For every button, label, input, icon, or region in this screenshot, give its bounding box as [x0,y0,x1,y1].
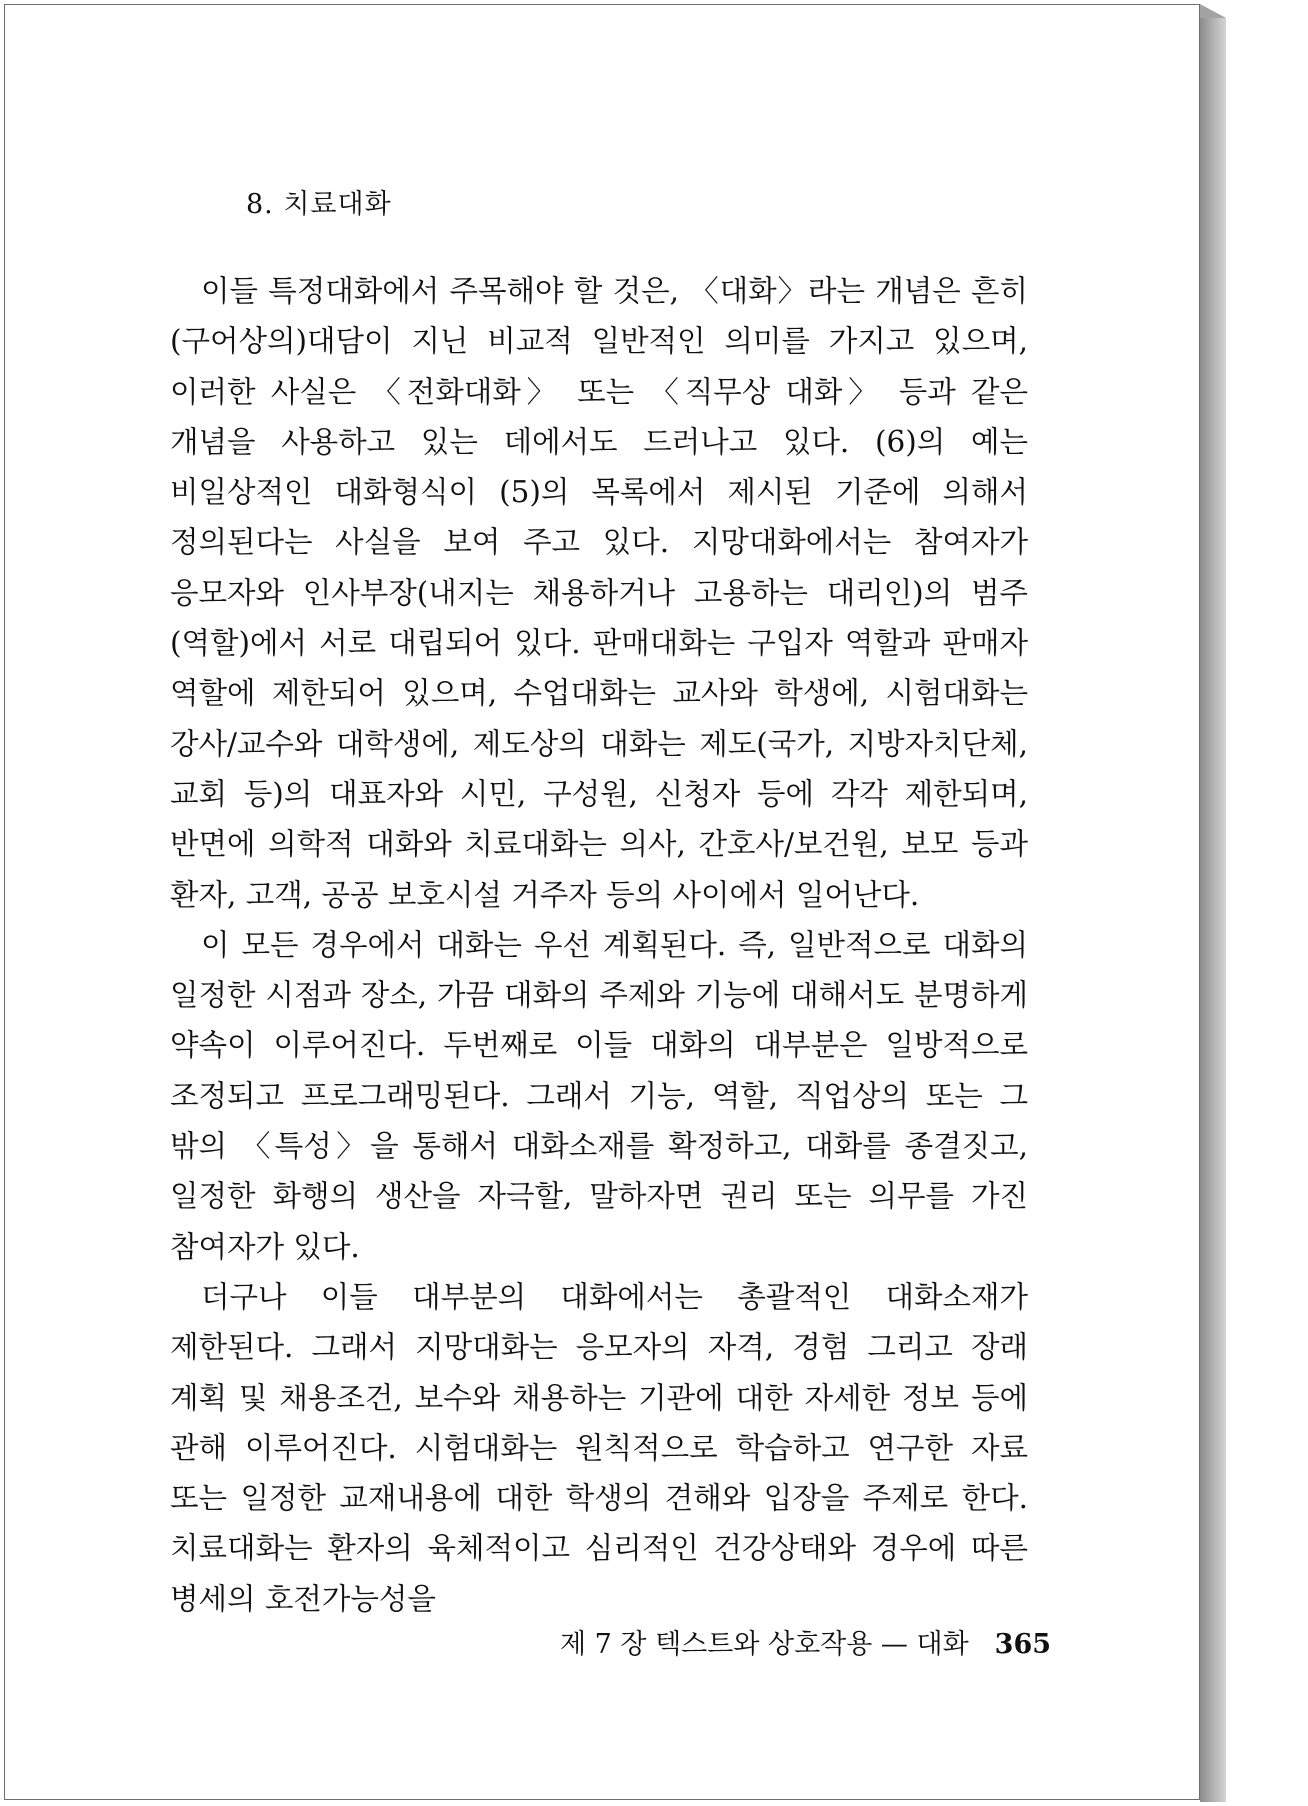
paragraph: 이들 특정대화에서 주목해야 할 것은, 〈대화〉라는 개념은 흔히 (구어상의)대담이 지닌 비교적 일반적인 의미를 가지고 있으며, 이러한 사실은 〈전화대화〉 또는 〈직무상 대화〉 등과 같은 개념을 사용하고 있는 데에서도 드러나고 있다. (6)의 예는 비일상적인 대화형식이 (5)의 목록에서 제시된 기준에 의해서 정의된다는 사실을 보여 주고 있다. 지망대화에서는 참여자가 응모자와 인사부장(내지는 채용하거나 고용하는 대리인)의 범주(역할)에서 서로 대립되어 있다. 판매대화는 구입자 역할과 판매자 역할에 제한되어 있으며, 수업대화는 교사와 학생에, 시험대화는 강사/교수와 대학생에, 제도상의 대화는 제도(국가, 지방자치단체, 교회 등)의 대표자와 시민, 구성원, 신청자 등에 각각 제한되며, 반면에 의학적 대화와 치료대화는 의사, 간호사/보건원, 보모 등과 환자, 고객, 공공 보호시설 거주자 등의 사이에서 일어난다. [170,274,1028,912]
running-footer [560,1622,1052,1661]
section-heading: 8. 치료대화 [246,189,392,220]
page-stack-corner [1200,4,1226,18]
body-text [170,266,1028,1624]
paragraph: 이 모든 경우에서 대화는 우선 계획된다. 즉, 일반적으로 대화의 일정한 시점과 장소, 가끔 대화의 주제와 기능에 대해서도 분명하게 약속이 이루어진다. 두번째로 이들 대화의 대부분은 일방적으로 조정되고 프로그래밍된다. 그래서 기능, 역할, 직업상의 또는 그 밖의 〈특성〉을 통해서 대화소재를 확정하고, 대화를 종결짓고, 일정한 화행의 생산을 자극할, 말하자면 권리 또는 의무를 가진 참여자가 있다. [170,927,1028,1264]
paragraph: 더구나 이들 대부분의 대화에서는 총괄적인 대화소재가 제한된다. 그래서 지망대화는 응모자의 자격, 경험 그리고 장래 계획 및 채용조건, 보수와 채용하는 기관에 대한 자세한 정보 등에 관해 이루어진다. 시험대화는 원칙적으로 학습하고 연구한 자료 또는 일정한 교재내용에 대한 학생의 견해와 입장을 주제로 한다. 치료대화는 환자의 육체적이고 심리적인 건강상태와 경우에 따른 병세의 호전가능성을 [170,1279,1028,1616]
page-stack-edge [1200,18,1226,1802]
chapter-title: 제 7 장 텍스트와 상호작용 — 대화 [560,1629,969,1660]
page-number: 365 [994,1629,1052,1660]
